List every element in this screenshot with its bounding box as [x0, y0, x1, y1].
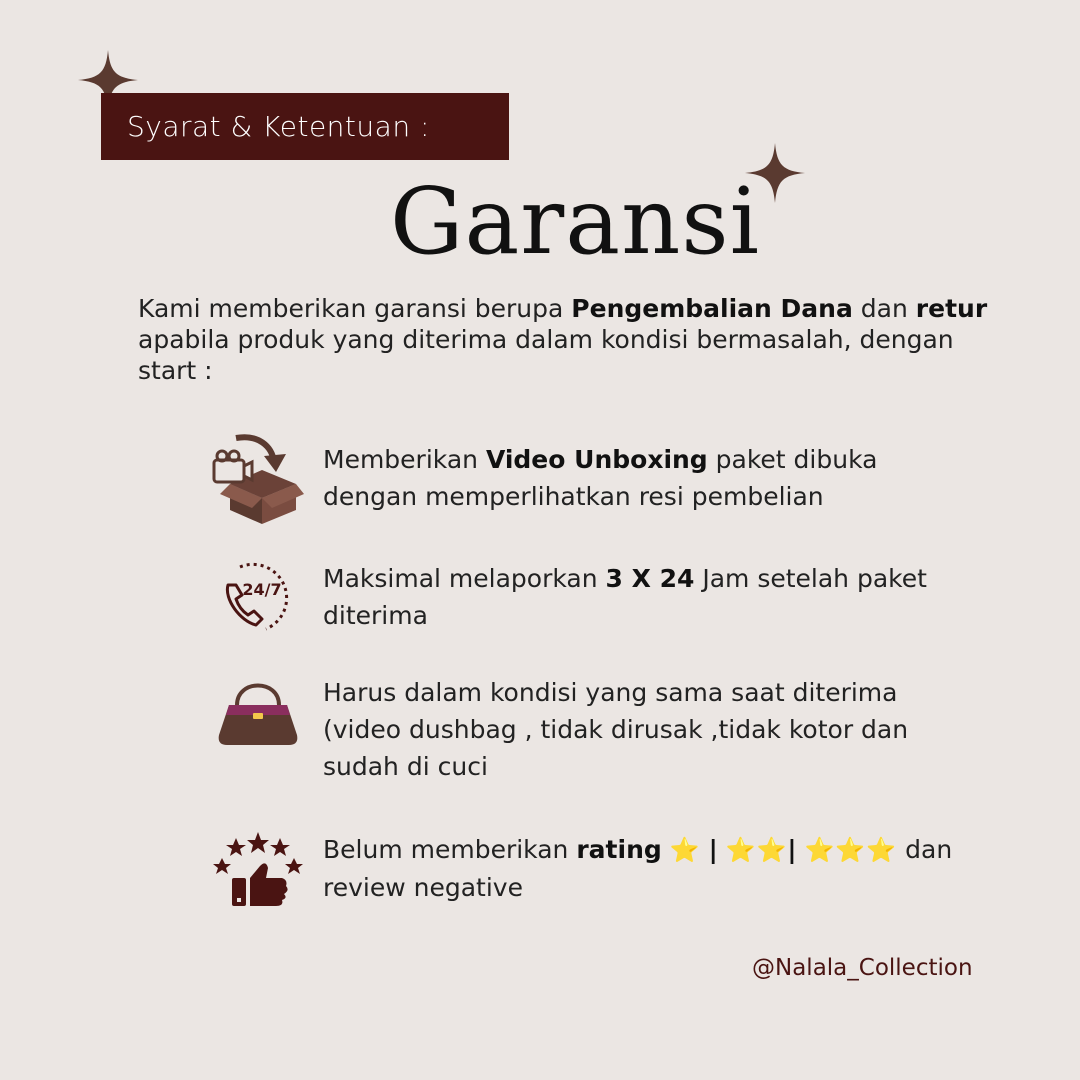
item-bold: rating: [576, 835, 662, 864]
svg-text:24/7: 24/7: [242, 580, 282, 599]
item-text: Memberikan: [323, 445, 486, 474]
rating-thumbs-up-icon: [212, 830, 304, 910]
intro-text: Kami memberikan garansi berupa: [138, 294, 572, 323]
item-bold: 3 X 24: [605, 564, 695, 593]
header-badge: [101, 93, 509, 160]
list-item-text: [323, 560, 968, 634]
item-text: Jam setelah paket diterima: [323, 564, 927, 630]
intro-text: dan: [852, 294, 916, 323]
intro-text: apabila produk yang diterima dalam kondisi bermasalah, dengan start :: [138, 325, 954, 385]
social-handle: @Nalala_Collection: [752, 955, 973, 981]
item-text: dan review negative: [323, 835, 953, 902]
item-text: Belum memberikan: [323, 835, 577, 864]
intro-bold-refund: Pengembalian Dana: [571, 294, 853, 323]
24-7-phone-icon: [218, 555, 298, 635]
item-text: paket dibuka dengan memperlihatkan resi pembelian: [323, 445, 878, 511]
intro-paragraph: [138, 293, 1018, 386]
list-item-condition: [208, 675, 968, 785]
separator: |: [708, 835, 718, 864]
star-rating-1: ⭐: [669, 836, 701, 864]
item-text: Maksimal melaporkan: [323, 564, 606, 593]
list-item-text: [323, 441, 968, 515]
list-item-rating: [208, 830, 968, 910]
page-title: Garansi: [389, 168, 761, 275]
list-item-text: Harus dalam kondisi yang sama saat diterima (video dushbag , tidak dirusak ,tidak kotor dan sudah di cuci: [323, 678, 909, 781]
item-bold: Video Unboxing: [485, 445, 708, 474]
list-item-text: [323, 831, 968, 906]
header-badge-text: Syarat & Ketentuan :: [127, 110, 430, 143]
list-item-report-time: [208, 555, 968, 635]
intro-bold-retur: retur: [915, 294, 988, 323]
unboxing-video-icon: [210, 432, 306, 528]
separator: |: [787, 835, 797, 864]
star-rating-2: ⭐⭐: [725, 836, 788, 864]
handbag-icon: [213, 675, 303, 751]
list-item-unboxing: [208, 432, 968, 528]
star-rating-3: ⭐⭐⭐: [804, 836, 898, 864]
